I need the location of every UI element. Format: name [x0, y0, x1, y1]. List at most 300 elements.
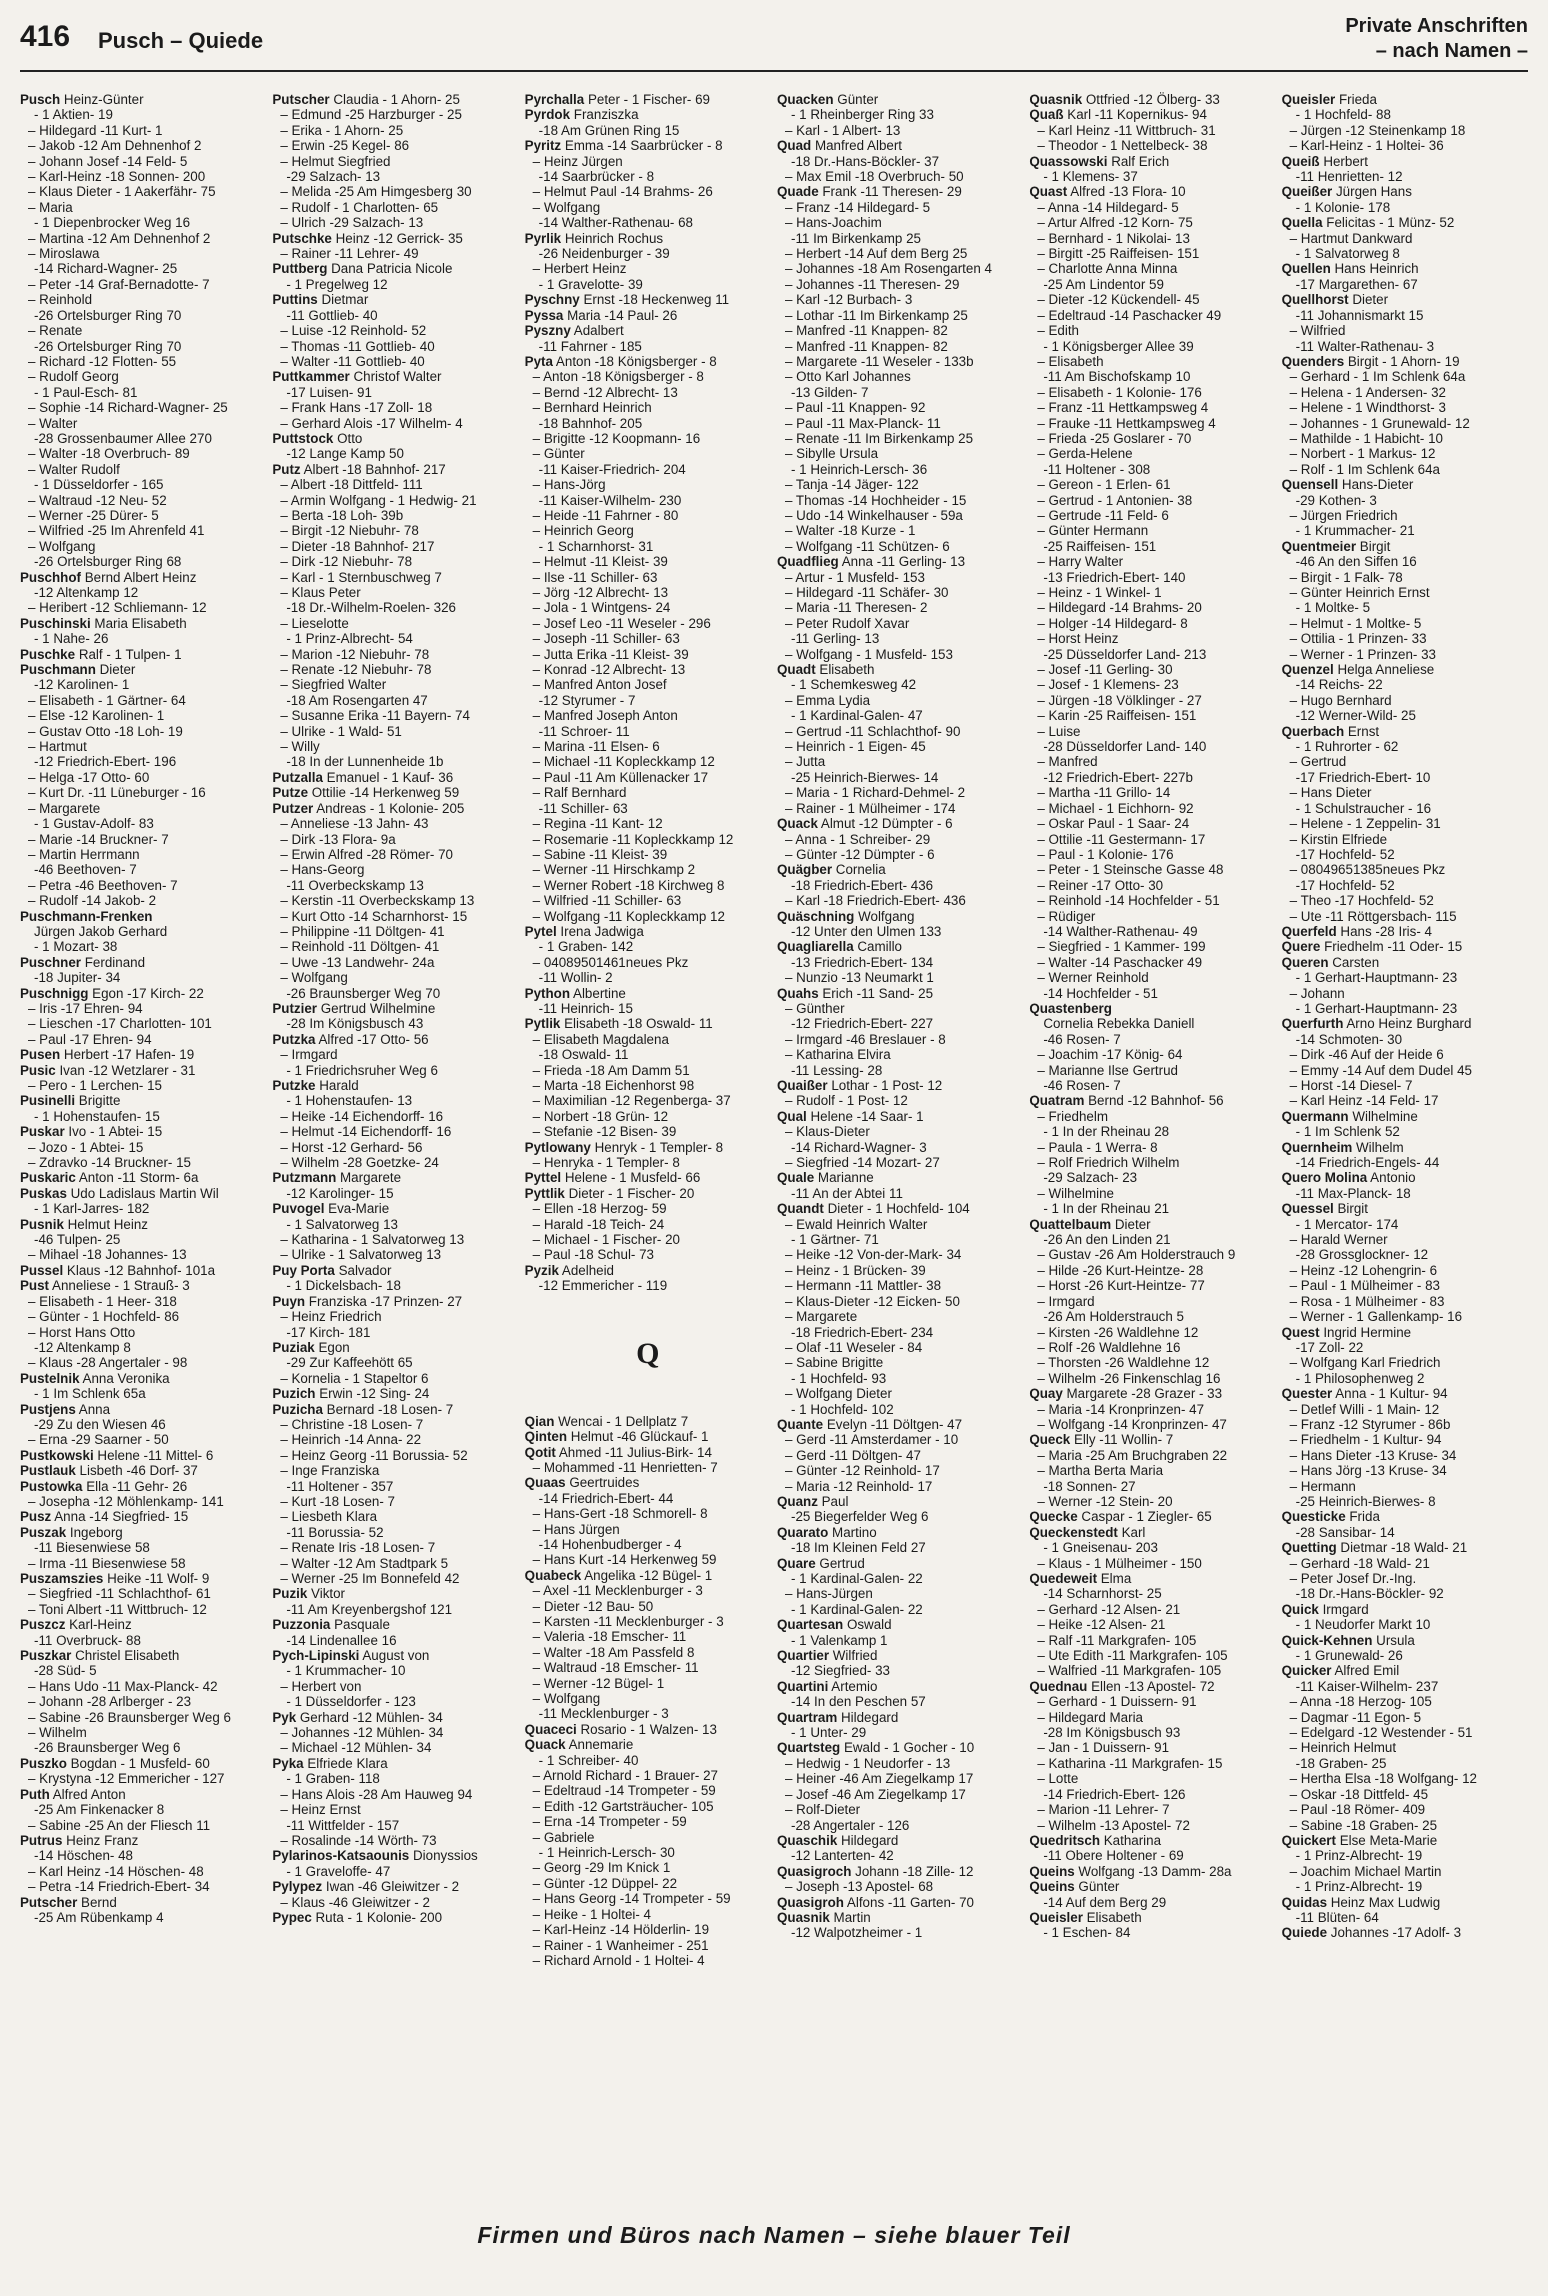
entry-details: Wolfgang	[854, 908, 915, 924]
surname: Quay	[1029, 1386, 1063, 1402]
entry-continuation: -12 Friedrich-Ebert- 227b	[1043, 769, 1193, 785]
entry-continuation: - 1 Königsberger Allee 39	[1043, 338, 1194, 354]
directory-subentry: – Martha -11 Grillo- 14	[1037, 785, 1171, 801]
entry-details: Wilhelmine	[1348, 1108, 1418, 1124]
directory-subentry: – Heinz - 1 Winkel- 1	[1037, 585, 1162, 600]
directory-subentry: – Ute -11 Röttgersbach- 115	[1289, 908, 1457, 924]
surname: Pytel	[524, 923, 557, 939]
directory-subentry: – Norbert -18 Grün- 12	[532, 1108, 669, 1124]
directory-subentry: – Karin -25 Raiffeisen- 151	[1037, 708, 1197, 724]
directory-subentry: – Elisabeth - 1 Kolonie- 176	[1037, 384, 1202, 400]
directory-entry	[777, 184, 1023, 199]
directory-entry	[525, 107, 771, 122]
directory-entry	[1282, 1016, 1528, 1031]
surname: Putzalla	[272, 769, 323, 785]
directory-subentry: – Wolfgang	[532, 1691, 601, 1706]
directory-subentry: – Michael -11 Kopleckkamp 12	[532, 754, 715, 770]
entry-continuation: -26 Neidenburger - 39	[538, 246, 670, 262]
surname: Pusen	[20, 1047, 61, 1063]
directory-subentry: – Hugo Bernhard	[1289, 692, 1392, 708]
directory-subentry: – Jakob -12 Am Dehnenhof 2	[28, 138, 202, 154]
directory-entry	[777, 816, 1023, 831]
directory-subentry: – Hildegard -11 Kurt- 1	[28, 122, 163, 138]
surname: Pussel	[20, 1262, 64, 1278]
entry-continuation: -18 Jupiter- 34	[34, 970, 121, 986]
directory-entry	[272, 1756, 518, 1771]
entry-continuation: - 1 Gravelotte- 39	[538, 276, 643, 292]
entry-details: Anna -14 Siegfried- 15	[51, 1509, 189, 1525]
directory-entry	[20, 955, 266, 970]
directory-subentry: – Brigitte -12 Koopmann- 16	[532, 430, 701, 446]
surname: Quad	[776, 138, 812, 154]
directory-subentry: – Tanja -14 Jäger- 122	[784, 477, 919, 493]
directory-subentry: – Richard -12 Flotten- 55	[28, 353, 177, 369]
entry-continuation: -11 Obere Holtener - 69	[1043, 1848, 1184, 1864]
directory-entry	[1029, 184, 1275, 199]
entry-details: Anna - 1 Kultur- 94	[1332, 1386, 1448, 1402]
directory-entry	[1282, 261, 1528, 276]
surname: Puschner	[20, 954, 82, 970]
directory-subentry: – Erna -29 Saarner - 50	[28, 1432, 169, 1448]
directory-subentry: – Werner Reinhold	[1037, 970, 1149, 986]
directory-subentry: – Karl Heinz -11 Wittbruch- 31	[1037, 122, 1216, 138]
section-letter: Q	[636, 1336, 660, 1370]
entry-continuation: -11 Kaiser-Wilhelm- 230	[538, 492, 682, 508]
entry-details: Paul	[817, 1493, 849, 1509]
surname: Pyka	[272, 1755, 304, 1771]
directory-entry	[525, 924, 771, 939]
entry-details: Ottilie -14 Herkenweg 59	[308, 785, 460, 801]
directory-subentry: – Jürgen -12 Steinenkamp 18	[1289, 122, 1466, 138]
directory-subentry: – Günter Heinrich Ernst	[1289, 585, 1430, 600]
entry-details: Dietmar	[317, 292, 369, 308]
directory-subentry: – Maria -12 Reinhold- 17	[784, 1478, 933, 1494]
entry-continuation: -28 Süd- 5	[34, 1663, 97, 1679]
entry-continuation: -12 Emmericher - 119	[538, 1278, 668, 1294]
directory-entry	[20, 1371, 266, 1386]
directory-entry	[272, 1910, 518, 1925]
directory-subentry: – Inge Franziska	[280, 1463, 380, 1479]
directory-entry	[777, 1078, 1023, 1093]
entry-continuation: -11 An der Abtei 11	[790, 1185, 903, 1201]
directory-subentry: – Marta -18 Eichenhorst 98	[532, 1078, 695, 1093]
directory-subentry: – Werner -25 Im Bonnefeld 42	[280, 1571, 460, 1586]
directory-subentry: – Birgit -12 Niebuhr- 78	[280, 523, 419, 539]
surname: Quadflieg	[776, 554, 839, 570]
directory-subentry: – Werner -25 Dürer- 5	[28, 507, 159, 523]
entry-details: Friedhelm -11 Oder- 15	[1320, 939, 1463, 955]
entry-continuation: -11 Holtener - 308	[1043, 461, 1151, 477]
entry-details: Geertruides	[565, 1475, 640, 1491]
entry-details: Dieter	[1111, 1216, 1151, 1232]
entry-details: Brigitte	[75, 1093, 121, 1109]
directory-entry	[1282, 1540, 1528, 1555]
entry-details: Erich -11 Sand- 25	[818, 985, 934, 1001]
directory-entry	[777, 1740, 1023, 1755]
surname: Quagliarella	[776, 939, 854, 955]
directory-subentry: – Reinhold	[28, 292, 93, 308]
entry-continuation: -11 Lessing- 28	[790, 1062, 883, 1078]
surname: Quartier	[776, 1648, 830, 1664]
directory-subentry: – Heike -12 Alsen- 21	[1037, 1617, 1166, 1633]
surname: Puschmann	[20, 662, 96, 678]
directory-subentry: – Olaf -11 Weseler - 84	[784, 1339, 923, 1355]
directory-subentry: – Peter - 1 Steinsche Gasse 48	[1037, 862, 1224, 878]
entry-details: Ellen -13 Apostel- 72	[1087, 1678, 1215, 1694]
entry-details: Ivo - 1 Abtei- 15	[64, 1124, 163, 1140]
directory-subentry: – Sabine Brigitte	[784, 1355, 884, 1371]
directory-entry	[1282, 539, 1528, 554]
surname: Pyschny	[524, 292, 580, 308]
directory-subentry: – Krystyna -12 Emmericher - 127	[28, 1771, 225, 1787]
entry-details: Elisabeth	[1082, 1909, 1142, 1925]
entry-continuation: -11 Blüten- 64	[1295, 1909, 1379, 1925]
directory-subentry: – Katharina Elvira	[784, 1047, 891, 1063]
entry-details: Frieda	[1335, 92, 1377, 107]
directory-entry	[1029, 1864, 1275, 1879]
entry-details: Maria Elisabeth	[90, 615, 187, 631]
directory-subentry: – Heike -12 Von-der-Mark- 34	[784, 1247, 962, 1263]
entry-continuation: -14 Friedrich-Ebert- 126	[1043, 1786, 1186, 1802]
directory-subentry: – Theodor - 1 Nettelbeck- 38	[1037, 138, 1208, 154]
directory-subentry: – Maria -25 Am Bruchgraben 22	[1037, 1447, 1228, 1463]
directory-entry	[777, 1525, 1023, 1540]
directory-entry	[777, 92, 1023, 107]
surname: Puszkar	[20, 1648, 72, 1664]
entry-details: Katharina	[1100, 1832, 1162, 1848]
surname: Quägber	[776, 862, 833, 878]
directory-entry	[20, 1263, 266, 1278]
directory-entry	[1282, 1833, 1528, 1848]
directory-entry	[1282, 1602, 1528, 1617]
directory-subentry: – Hans-Gert -18 Schmorell- 8	[532, 1506, 708, 1522]
directory-entry	[525, 1429, 771, 1444]
surname: Putzke	[272, 1078, 316, 1093]
entry-details: Ruta - 1 Kolonie- 200	[311, 1909, 443, 1925]
entry-details: Viktor	[307, 1586, 346, 1602]
directory-subentry: – Gerd -11 Döltgen- 47	[784, 1447, 921, 1463]
directory-entry	[777, 1417, 1023, 1432]
entry-details: Günter	[833, 92, 879, 107]
entry-details: Ferdinand	[81, 954, 146, 970]
entry-details: Artemio	[828, 1678, 878, 1694]
directory-subentry: – Irmgard -46 Breslauer - 8	[784, 1031, 946, 1047]
directory-subentry: – Max Emil -18 Overbruch- 50	[784, 169, 964, 185]
entry-continuation: -14 Lindenallee 16	[286, 1632, 397, 1648]
surname: Quasnik	[1029, 92, 1083, 107]
surname: Pust	[20, 1278, 50, 1294]
directory-entry	[20, 1479, 266, 1494]
directory-subentry: – Hans-Georg	[280, 862, 365, 878]
directory-subentry: – Siegfried -11 Schlachthof- 61	[28, 1586, 211, 1602]
entry-continuation: - 1 Gustav-Adolf- 83	[34, 816, 154, 832]
entry-continuation: -14 Walther-Rathenau- 49	[1043, 923, 1198, 939]
directory-subentry: – Sabine -18 Graben- 25	[1289, 1817, 1438, 1833]
directory-subentry: – Otto Karl Johannes	[784, 369, 911, 385]
directory-entry	[272, 231, 518, 246]
directory-subentry: – Karsten -11 Mecklenburger - 3	[532, 1613, 724, 1629]
entry-continuation: -11 Johannismarkt 15	[1295, 307, 1424, 323]
entry-continuation: - 1 Neudorfer Markt 10	[1295, 1617, 1431, 1633]
entry-continuation: - 1 Eschen- 84	[1043, 1925, 1131, 1941]
directory-subentry: – Hans Alois -28 Am Hauweg 94	[280, 1786, 473, 1802]
entry-continuation: -25 Am Lindentor 59	[1043, 276, 1164, 292]
surname: Quecke	[1029, 1509, 1078, 1525]
surname: Pych-Lipinski	[272, 1648, 360, 1664]
entry-details: Annemarie	[565, 1737, 634, 1753]
directory-entry	[272, 462, 518, 477]
directory-entry	[525, 138, 771, 153]
directory-subentry: – Konrad -12 Albrecht- 13	[532, 662, 686, 678]
surname: Quartesan	[776, 1617, 844, 1633]
entry-continuation: -12 Unter den Ulmen 133	[790, 923, 942, 939]
directory-subentry: – Siegfried Walter	[280, 677, 387, 693]
directory-subentry: – Peter -14 Graf-Bernadotte- 7	[28, 276, 210, 292]
entry-continuation: -28 Angertaler - 126	[790, 1817, 910, 1833]
entry-details: Klaus -12 Bahnhof- 101a	[63, 1262, 216, 1278]
directory-subentry: – Irma -11 Biesenwiese 58	[28, 1555, 186, 1571]
directory-subentry: – Gerd -11 Amsterdamer - 10	[784, 1432, 959, 1448]
directory-entry	[777, 1895, 1023, 1910]
directory-entry	[525, 1445, 771, 1460]
surname: Querfeld	[1281, 923, 1337, 939]
directory-entry	[777, 909, 1023, 924]
surname: Puschmann-Frenken	[20, 908, 153, 924]
directory-subentry: – Walter -11 Gottlieb- 40	[280, 353, 425, 369]
surname: Queck	[1029, 1432, 1071, 1448]
surname: Quare	[776, 1555, 816, 1571]
directory-subentry: – Reinhold -11 Döltgen- 41	[280, 939, 440, 955]
entry-details: Heinrich Rochus	[561, 230, 664, 246]
entry-continuation: -11 Max-Planck- 18	[1295, 1185, 1411, 1201]
directory-entry	[525, 1016, 771, 1031]
directory-subentry: – Bernhard Heinrich	[532, 400, 652, 416]
surname: Quanz	[776, 1493, 818, 1509]
entry-continuation: -46 An den Siffen 16	[1295, 554, 1417, 570]
entry-continuation: -11 Wollin- 2	[538, 970, 613, 986]
directory-subentry: – Richard Arnold - 1 Holtei- 4	[532, 1952, 705, 1968]
directory-subentry: – Walter Rudolf	[28, 461, 120, 477]
directory-subentry: – Erna -14 Trompeter - 59	[532, 1814, 687, 1830]
directory-subentry: – Günter -12 Düppel- 22	[532, 1875, 678, 1891]
directory-subentry: – Hans-Jörg	[532, 477, 606, 493]
entry-continuation: -12 Karolinen- 1	[34, 677, 130, 693]
entry-details: Carsten	[1328, 954, 1380, 970]
entry-continuation: -14 Scharnhorst- 25	[1043, 1586, 1162, 1602]
directory-subentry: – Marie -14 Bruckner- 7	[28, 831, 169, 847]
entry-continuation: -11 Holtener - 357	[286, 1478, 394, 1494]
name-range: Pusch – Quiede	[98, 28, 264, 53]
directory-subentry: – Ilse -11 Schiller- 63	[532, 569, 658, 585]
directory-subentry: – Rolf - 1 Im Schlenk 64a	[1289, 461, 1440, 477]
entry-details: Albert -18 Bahnhof- 217	[300, 461, 446, 477]
directory-subentry: – Dagmar -11 Egon- 5	[1289, 1709, 1422, 1725]
entry-continuation: -18 In der Lunnenheide 1b	[286, 754, 444, 770]
directory-entry	[525, 1140, 771, 1155]
directory-entry	[20, 1833, 266, 1848]
entry-details: Erwin -12 Sing- 24	[315, 1386, 430, 1402]
surname: Quicker	[1281, 1663, 1332, 1679]
directory-subentry: – Hans Georg -14 Trompeter - 59	[532, 1891, 731, 1907]
entry-continuation: -25 Biegerfelder Weg 6	[790, 1509, 929, 1525]
directory-subentry: – Horst Heinz	[1037, 631, 1119, 647]
directory-entry	[20, 1617, 266, 1632]
directory-subentry: – Hermann	[1289, 1478, 1356, 1494]
surname: Puzik	[272, 1586, 308, 1602]
surname: Puzicha	[272, 1401, 323, 1417]
entry-details: Alfred Emil	[1331, 1663, 1400, 1679]
directory-entry	[525, 1568, 771, 1583]
surname: Quartini	[776, 1678, 829, 1694]
directory-subentry: – Rosemarie -11 Kopleckkamp 12	[532, 831, 734, 847]
entry-continuation: - 1 Gerhart-Hauptmann- 23	[1295, 1000, 1458, 1016]
surname: Pylarinos-Katsaounis	[272, 1848, 410, 1864]
directory-subentry: – Manfred -11 Knappen- 82	[784, 338, 948, 354]
entry-details: Wencai - 1 Dellplatz 7	[554, 1413, 689, 1429]
directory-subentry: – Helmut -11 Kleist- 39	[532, 554, 668, 570]
surname: Quedritsch	[1029, 1832, 1100, 1848]
entry-details: Birgit	[1333, 1201, 1368, 1217]
entry-details: Johannes -17 Adolf- 3	[1327, 1925, 1462, 1941]
directory-subentry: – Jozo - 1 Abtei- 15	[28, 1139, 144, 1155]
directory-subentry: – Stefanie -12 Bisen- 39	[532, 1124, 677, 1140]
directory-entry	[1282, 477, 1528, 492]
surname: Pytlik	[524, 1016, 561, 1032]
directory-entry	[1029, 1509, 1275, 1524]
directory-entry	[1282, 154, 1528, 169]
directory-subentry: – Klaus -28 Angertaler - 98	[28, 1355, 188, 1371]
directory-subentry: – Kirsten -26 Waldlehne 12	[1037, 1324, 1199, 1340]
entry-continuation: -28 Grossenbaumer Allee 270	[34, 430, 212, 446]
surname: Quastenberg	[1029, 1000, 1112, 1016]
directory-entry	[20, 647, 266, 662]
surname: Puttkammer	[272, 369, 350, 385]
entry-continuation: -12 Walpotzheimer - 1	[790, 1925, 923, 1941]
entry-continuation: -18 Oswald- 11	[538, 1047, 629, 1063]
directory-subentry: – Paul -18 Schul- 73	[532, 1247, 654, 1263]
surname: Pyszny	[524, 323, 571, 339]
entry-continuation: -46 Rosen- 7	[1043, 1031, 1121, 1047]
entry-details: Anna -11 Gerling- 13	[838, 554, 966, 570]
entry-continuation: -11 Biesenwiese 58	[34, 1540, 150, 1556]
entry-continuation: - 1 Heinrich-Lersch- 36	[790, 461, 928, 477]
surname: Quade	[776, 184, 819, 200]
directory-entry	[1282, 1633, 1528, 1648]
entry-continuation: -28 Sansibar- 14	[1295, 1524, 1395, 1540]
directory-subentry: – Franz -14 Hildegard- 5	[784, 199, 931, 215]
directory-subentry: – Heinrich - 1 Eigen- 45	[784, 739, 926, 755]
directory-entry	[20, 1186, 266, 1201]
directory-subentry: – Gertrud -11 Schlachthof- 90	[784, 723, 961, 739]
directory-subentry: – Dieter -12 Bau- 50	[532, 1598, 654, 1614]
surname: Quella	[1281, 215, 1323, 231]
entry-continuation: -14 Richard-Wagner- 3	[790, 1139, 927, 1155]
surname: Pusic	[20, 1062, 56, 1078]
entry-details: Bogdan - 1 Musfeld- 60	[66, 1755, 210, 1771]
directory-subentry: – Heribert -12 Schliemann- 12	[28, 600, 207, 616]
entry-continuation: - 1 Philosophenweg 2	[1295, 1370, 1425, 1386]
directory-entry	[1282, 354, 1528, 369]
directory-subentry: – Henryka - 1 Templer- 8	[532, 1155, 680, 1171]
surname: Pustlauk	[20, 1463, 76, 1479]
directory-entry	[272, 261, 518, 276]
surname: Quattelbaum	[1029, 1216, 1112, 1232]
directory-entry	[1282, 939, 1528, 954]
entry-details: Christof Walter	[349, 369, 442, 385]
directory-subentry: – Sabine -26 Braunsberger Weg 6	[28, 1709, 231, 1725]
surname: Pyssa	[524, 307, 564, 323]
entry-continuation: -11 Mecklenburger - 3	[538, 1706, 669, 1722]
directory-subentry: – Wolfgang Karl Friedrich	[1289, 1355, 1441, 1371]
directory-subentry: – Wolfgang -14 Kronprinzen- 47	[1037, 1416, 1227, 1432]
surname: Quaß	[1029, 107, 1064, 123]
entry-continuation: - 1 Im Schlenk 65a	[34, 1386, 146, 1402]
surname: Quassowski	[1029, 153, 1108, 169]
surname: Putzka	[272, 1031, 316, 1047]
section-title	[1345, 14, 1528, 64]
directory-subentry: – Mohammed -11 Henrietten- 7	[532, 1459, 718, 1475]
entry-continuation: -25 Am Finkenacker 8	[34, 1802, 165, 1818]
entry-details: Anna Veronika	[79, 1370, 170, 1386]
entry-details: Claudia - 1 Ahorn- 25	[329, 92, 460, 107]
directory-entry	[20, 1402, 266, 1417]
directory-subentry: – Gerda-Helene	[1037, 446, 1133, 462]
entry-continuation: -14 Höschen- 48	[34, 1848, 133, 1864]
entry-continuation: - 1 Pregelweg 12	[286, 276, 388, 292]
directory-subentry: – Karl Heinz -14 Feld- 17	[1289, 1093, 1439, 1109]
directory-column-1	[20, 92, 266, 2214]
entry-continuation: -26 Ortelsburger Ring 70	[34, 338, 182, 354]
directory-subentry: – Michael - 1 Fischer- 20	[532, 1232, 681, 1248]
entry-details: Heinz-Günter	[60, 92, 144, 107]
directory-subentry: – Wolfgang Dieter	[784, 1386, 892, 1402]
entry-details: Wilfried	[829, 1648, 878, 1664]
entry-continuation: -12 Karolinger- 15	[286, 1185, 394, 1201]
surname: Quarato	[776, 1524, 829, 1540]
surname: Quabeck	[524, 1567, 582, 1583]
surname: Querbach	[1281, 723, 1345, 739]
entry-continuation: -11 Henrietten- 12	[1295, 169, 1403, 185]
entry-details: Elly -11 Wollin- 7	[1070, 1432, 1174, 1448]
directory-entry	[20, 570, 266, 585]
directory-entry	[1029, 1679, 1275, 1694]
surname: Quacken	[776, 92, 834, 107]
entry-details: Dieter	[95, 662, 136, 678]
directory-subentry: – Edelgard -12 Westender - 51	[1289, 1725, 1473, 1741]
directory-entry	[1029, 1525, 1275, 1540]
directory-subentry: – Maximilian -12 Regenberga- 37	[532, 1093, 731, 1109]
directory-subentry: – Willy	[280, 739, 320, 755]
directory-subentry: – Wolfgang -11 Kopleckkamp 12	[532, 908, 725, 924]
surname: Queins	[1029, 1863, 1075, 1879]
directory-subentry: – Günther	[784, 1000, 845, 1016]
entry-details: Evelyn -11 Döltgen- 47	[823, 1416, 963, 1432]
directory-entry	[777, 1679, 1023, 1694]
directory-subentry: – Frauke -11 Hettkampsweg 4	[1037, 415, 1216, 431]
directory-subentry: – Heinz Jürgen	[532, 153, 623, 169]
entry-continuation: - 1 Krummacher- 10	[286, 1663, 406, 1679]
surname: Pyritz	[524, 138, 562, 154]
entry-details: Henryk - 1 Templer- 8	[590, 1139, 724, 1155]
directory-subentry: – Michael - 1 Eichhorn- 92	[1037, 800, 1194, 816]
directory-subentry: – Wilhelm -13 Apostel- 72	[1037, 1817, 1190, 1833]
surname: Quick-Kehnen	[1281, 1632, 1373, 1648]
entry-continuation: -17 Margarethen- 67	[1295, 276, 1418, 292]
directory-subentry: – Wilhelm -28 Goetzke- 24	[280, 1155, 439, 1171]
directory-entry	[777, 1109, 1023, 1124]
entry-continuation: -12 Lanterten- 42	[790, 1848, 894, 1864]
directory-subentry: – Waltraud -12 Neu- 52	[28, 492, 167, 508]
